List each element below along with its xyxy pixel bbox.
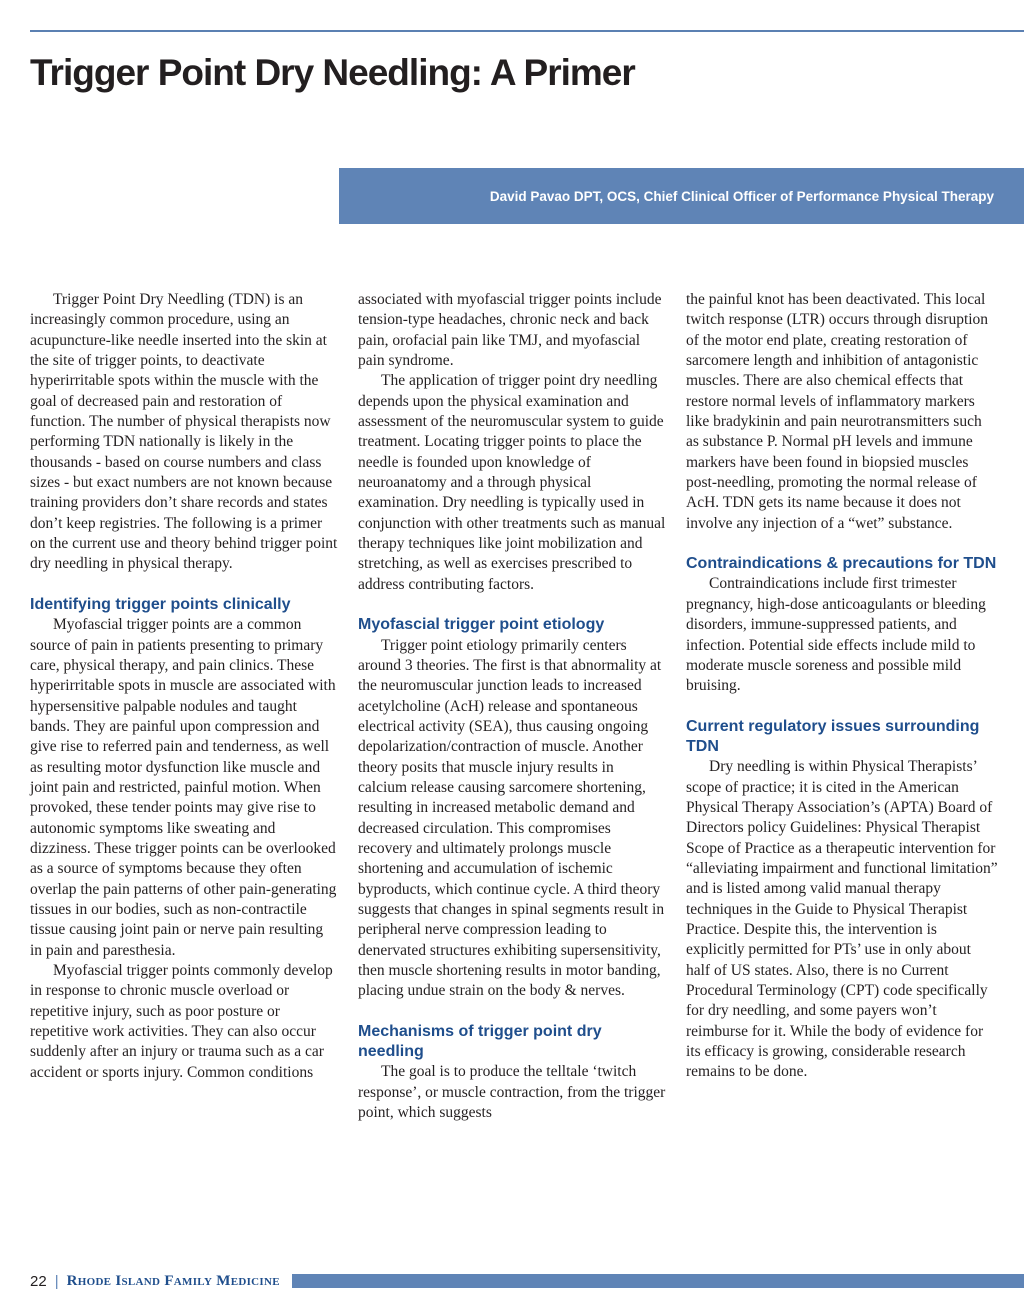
page-footer [30, 1271, 1024, 1291]
section-heading: Mechanisms of trigger point dry needling [358, 1022, 602, 1061]
paragraph: Myofascial trigger points commonly develop in response to chronic muscle overload or repetitive injury, such as poor posture or repetitive work activities. They can also occur suddenly after an injury or trauma such as a car accident or sports injury. Common conditions [30, 962, 333, 1081]
paragraph: the painful knot has been deactivated. This local twitch response (LTR) occurs through disruption of the motor end plate, creating restoration of sarcomere length and inhibition of antagonistic muscles. There are also chemical effects that restore normal levels of inflammatory markers like bradykinin and pain neurotransmitters such as substance P. Normal pH levels and immune markers have been found in biopsied muscles post-needling, promoting the normal release of AcH. TDN gets its name because it does not involve any injection of a “wet” substance. [686, 291, 989, 532]
paragraph: The goal is to produce the telltale ‘twitch response’, or muscle contraction, from the trigger point, which suggests [358, 1063, 666, 1122]
author-band [339, 168, 1024, 224]
section-heading: Contraindications & precautions for TDN [686, 555, 997, 573]
page-number: 22 [30, 1272, 47, 1290]
paragraph: Myofascial trigger points are a common source of pain in patients presenting to primary care, physical therapy, and pain clinics. These hyperirritable spots in muscle are associated with hypersensitive palpable nodules and taught bands. They are painful upon compression and give rise to referred pain and tenderness, as well as resulting motor dysfunction like muscle and joint pain and restricted, painful motion. When provoked, these tender points may give rise to autonomic symptoms like sweating and dizziness. These trigger points can be overlooked as a source of symptoms because they often overlap the pain patterns of other pain-generating tissues in our bodies, such as non-contractile tissue causing joint pain or nerve pain resulting in pain and paresthesia. [30, 616, 337, 959]
article-title: Trigger Point Dry Needling: A Primer [30, 52, 635, 93]
paragraph: Trigger point etiology primarily centers around 3 theories. The first is that abnormality at the neuromuscular junction leads to increased acetylcholine (AcH) release and spontaneous electrical activity (SEA), thus causing ongoing depolarization/contraction of muscle. Another theory posits that muscle injury results in calcium release causing sarcomere shortening, resulting in increased metabolic demand and decreased circulation. This compromises recovery and ultimately prolongs muscle shortening and accumulation of ischemic byproducts, which continue cycle. A third theory suggests that changes in spinal segments result in peripheral nerve compression leading to denervated structures exhibiting supersensitivity, then muscle shortening results in motor banding, placing undue strain on the body & nerves. [358, 636, 665, 1000]
column-2 [358, 290, 666, 1123]
paragraph: The application of trigger point dry needling depends upon the physical examination and assessment of the neuromuscular system to guide treatment. Locating trigger points to place the needle is founded upon knowledge of neuroanatomy and a through physical examination. Dry needling is typically used in conjunction with other treatments such as manual therapy techniques like joint mobilization and stretching, as well as exercises prescribed to address contributing factors. [358, 372, 666, 593]
column-3 [686, 290, 998, 1083]
paragraph: Dry needling is within Physical Therapists’ scope of practice; it is cited in the American Physical Therapy Association’s (APTA) Board of Directors policy Guidelines: Physical Therapist Scope of Practice as a therapeutic intervention for “alleviating impairment and functional limitation” and is listed among valid manual therapy techniques in the Guide to Physical Therapist Practice. Despite this, the intervention is explicitly permitted for PTs’ use in only about half of US states. Also, there is no Current Procedural Terminology (CPT) code specifically for dry needling, and some payers won’t reimburse for it. While the body of evidence for its efficacy is growing, considerable research remains to be done. [686, 758, 998, 1081]
paragraph: Trigger Point Dry Needling (TDN) is an increasingly common procedure, using an acupuncture-like needle inserted into the skin at the site of trigger points, to deactivate hyperirritable spots within the muscle with the goal of decreased pain and restoration of function. The number of physical therapists now performing TDN nationally is likely in the thousands - based on course numbers and class sizes - but exact numbers are not known because training providers don’t share records and states don’t keep registries. The following is a primer on the current use and theory behind trigger point dry needling in physical therapy. [30, 291, 338, 573]
footer-bar [292, 1274, 1024, 1288]
author-byline: David Pavao DPT, OCS, Chief Clinical Officer of Performance Physical Therapy [489, 188, 994, 204]
footer-separator: | [54, 1272, 59, 1290]
section-heading: Myofascial trigger point etiology [358, 616, 605, 634]
top-rule [30, 30, 1024, 32]
section-heading: Identifying trigger points clinically [30, 595, 291, 613]
paragraph: associated with myofascial trigger points include tension-type headaches, chronic neck and back pain, orofacial pain like TMJ, and myofascial pain syndrome. [358, 291, 662, 370]
section-heading: Current regulatory issues surrounding TDN [686, 717, 980, 755]
column-1 [30, 290, 338, 1083]
journal-name: Rhode Island Family Medicine [66, 1272, 280, 1289]
paragraph: Contraindications include first trimester pregnancy, high-dose anticoagulants or bleeding disorders, immune-suppressed patients, and infection. Potential side effects include mild to moderate muscle soreness and possible mild bruising. [686, 575, 986, 695]
